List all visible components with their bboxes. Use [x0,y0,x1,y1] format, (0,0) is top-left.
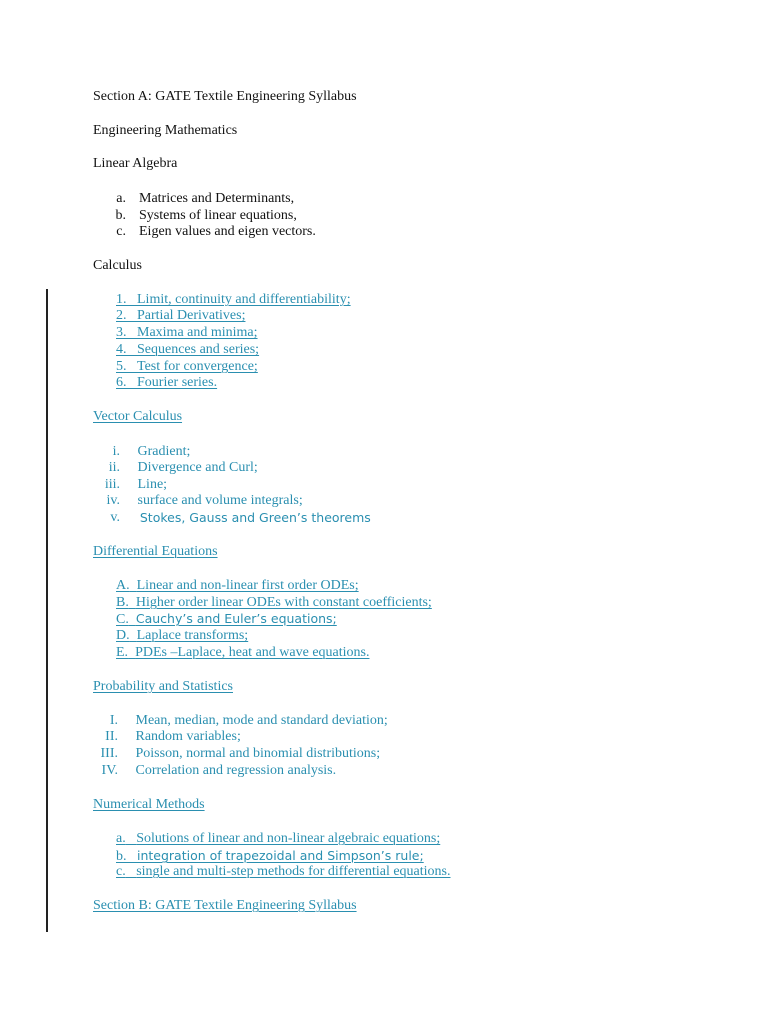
list-marker: a. [116,831,126,846]
numerical-methods-link-item[interactable] [116,830,440,847]
linear-algebra-heading: Linear Algebra [93,156,178,171]
calculus-link-item[interactable] [116,307,245,324]
calculus-link-item[interactable] [116,358,258,375]
numerical-methods-heading[interactable]: Numerical Methods [93,797,205,812]
list-text: Sequences and series; [137,342,260,357]
list-text: Solutions of linear and non-linear algebraic equations; [136,831,441,846]
list-text-content: Mean, median, mode and standard deviation; [135,713,388,728]
list-marker: 3. [116,325,127,340]
list-marker: C. [116,612,129,627]
probability-statistics-heading[interactable]: Probability and Statistics [93,679,233,694]
list-text: Linear and non-linear first order ODEs; [136,578,359,593]
numerical-methods-link-item[interactable] [116,863,451,880]
list-text [120,509,371,526]
list-text: Systems of linear equations, [139,208,297,223]
list-text: Fourier series. [137,375,218,390]
list-text [120,459,258,476]
list-text: Higher order linear ODEs with constant coefficients; [135,595,432,610]
list-marker: II. [105,729,118,744]
list-text: Cauchy’s and Euler’s equations; [135,611,337,626]
list-marker: 2. [116,308,127,323]
list-text: Laplace transforms; [136,628,249,643]
list-text-content: surface and volume integrals; [137,493,303,508]
list-text [118,712,388,729]
list-text-content: Correlation and regression analysis. [135,763,337,778]
list-text: Limit, continuity and differentiability; [137,292,351,307]
differential-equations-link-item[interactable] [116,644,369,661]
list-text: single and multi-step methods for differential equations. [136,864,451,879]
list-text [118,745,380,762]
list-text-content: Gradient; [137,444,191,459]
list-marker: iv. [106,493,120,508]
list-marker: III. [100,746,118,761]
list-text: PDEs –Laplace, heat and wave equations. [135,645,370,660]
calculus-link-item[interactable] [116,324,258,341]
list-marker: c. [116,224,126,239]
list-text [118,728,241,745]
list-text-content: Divergence and Curl; [137,460,258,475]
list-marker: 5. [116,359,127,374]
list-marker: A. [116,578,130,593]
list-text-content: Random variables; [135,729,241,744]
list-text [120,443,190,460]
calculus-link-item[interactable] [116,291,351,308]
list-text: Partial Derivatives; [137,308,246,323]
differential-equations-heading[interactable]: Differential Equations [93,544,218,559]
differential-equations-link-item[interactable] [116,577,359,594]
list-text: Test for convergence; [137,359,258,374]
list-marker: c. [116,864,126,879]
revision-change-bar [46,289,48,932]
list-marker: ii. [108,460,120,475]
differential-equations-link-item[interactable] [116,594,432,611]
list-text [118,762,336,779]
list-text [120,492,303,509]
list-text: Maxima and minima; [137,325,258,340]
vector-calculus-heading[interactable]: Vector Calculus [93,409,183,424]
list-marker: I. [109,713,118,728]
list-marker: b. [115,208,126,223]
calculus-link-item[interactable] [116,341,259,358]
list-marker: IV. [101,763,118,778]
list-text-content: Poisson, normal and binomial distributions; [135,746,381,761]
list-marker: iii. [104,477,120,492]
list-text: integration of trapezoidal and Simpson’s rule; [137,848,424,863]
list-marker: a. [116,191,126,206]
engineering-mathematics-heading: Engineering Mathematics [93,123,238,138]
list-marker: i. [112,444,120,459]
list-marker: b. [116,849,127,864]
list-text-content: Line; [137,477,168,492]
calculus-link-item[interactable] [116,374,217,391]
differential-equations-link-item[interactable] [116,627,248,644]
section-a-title: Section A: GATE Textile Engineering Syllabus [93,89,357,104]
calculus-heading: Calculus [93,258,142,273]
list-marker: D. [116,628,130,643]
list-marker: B. [116,595,129,610]
list-marker: 1. [116,292,127,307]
list-text: Eigen values and eigen vectors. [139,224,316,239]
list-marker: v. [110,510,120,525]
list-text-content: Stokes, Gauss and Green’s theorems [139,510,371,525]
list-marker: E. [116,645,129,660]
differential-equations-link-item[interactable] [116,610,337,628]
list-text [120,476,167,493]
list-text: Matrices and Determinants, [139,191,295,206]
list-marker: 4. [116,342,127,357]
list-marker: 6. [116,375,127,390]
section-b-title[interactable]: Section B: GATE Textile Engineering Syllabus [93,898,357,913]
